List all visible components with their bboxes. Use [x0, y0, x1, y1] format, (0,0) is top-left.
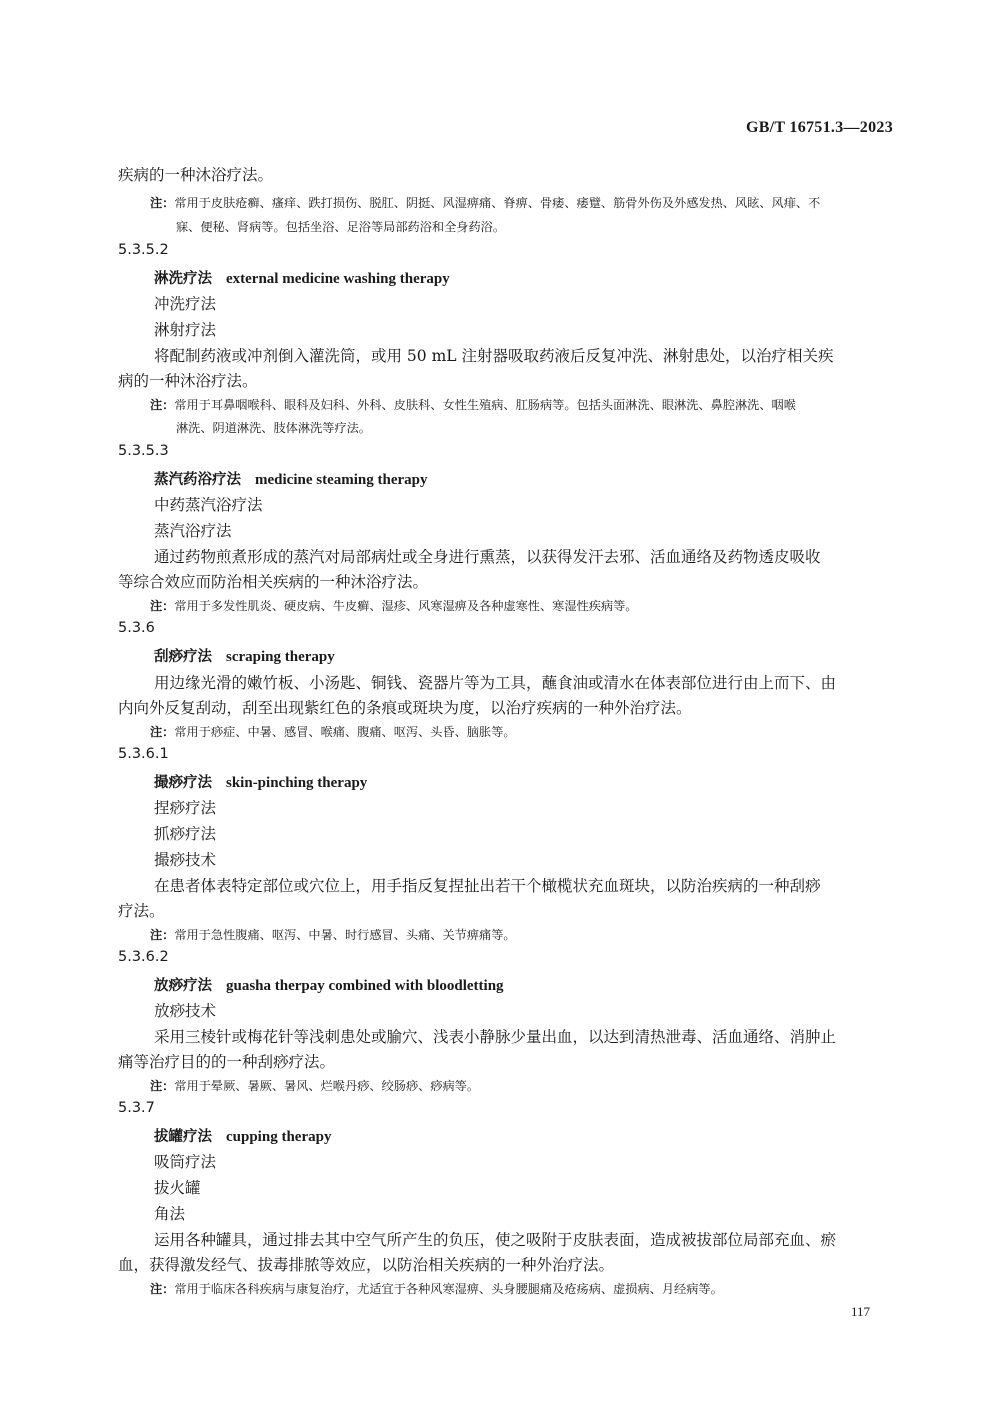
synonym: 拔火罐	[154, 1179, 201, 1197]
term-heading	[154, 771, 367, 792]
term-zh: 放痧疗法	[154, 977, 212, 994]
term-en: medicine steaming therapy	[255, 472, 428, 488]
standard-number-header: GB/T 16751.3—2023	[745, 119, 893, 136]
definition-continuation: 病的一种沐浴疗法。	[118, 372, 258, 390]
definition: 用边缘光滑的嫩竹板、小汤匙、铜钱、瓷器片等为工具，蘸食油或清水在体表部位进行由上而下、由	[154, 674, 837, 692]
paragraph: 疾病的一种沐浴疗法。	[118, 166, 274, 184]
note-text: 常用于临床各科疾病与康复治疗，尤适宜于各种风寒湿痹、头身腰腿痛及疮疡病、虚损病、月经病等。	[174, 1282, 723, 1296]
synonym: 吸筒疗法	[154, 1153, 217, 1171]
note	[150, 194, 820, 211]
note-text: 常用于急性腹痛、呕泻、中暑、时行感冒、头痛、关节痹痛等。	[174, 928, 516, 942]
section-number: 5.3.6.2	[118, 949, 169, 965]
note-label: 注：	[150, 1282, 175, 1296]
term-zh: 蒸汽药浴疗法	[154, 471, 241, 488]
synonym: 捏痧疗法	[154, 799, 217, 817]
note	[150, 1077, 479, 1094]
definition-continuation: 疗法。	[118, 902, 165, 920]
term-zh: 拔罐疗法	[154, 1128, 212, 1145]
note	[150, 396, 796, 413]
note-text: 常用于痧症、中暑、感冒、喉痛、腹痛、呕泻、头昏、脑胀等。	[174, 725, 516, 739]
section-number: 5.3.5.3	[118, 443, 169, 459]
definition: 采用三棱针或梅花针等浅刺患处或腧穴、浅表小静脉少量出血，以达到清热泄毒、活血通络、消肿止	[154, 1028, 837, 1046]
synonym: 角法	[154, 1205, 186, 1223]
synonym: 撮痧技术	[154, 851, 217, 869]
note-label: 注：	[150, 599, 175, 613]
term-heading	[154, 468, 427, 489]
note	[150, 597, 638, 614]
note	[150, 723, 516, 740]
term-en: skin-pinching therapy	[226, 775, 368, 791]
section-number: 5.3.7	[118, 1100, 155, 1116]
definition-continuation: 内向外反复刮动，刮至出现紫红色的条痕或斑块为度，以治疗疾病的一种外治疗法。	[118, 699, 692, 717]
note-text: 常用于晕厥、暑厥、暑风、烂喉丹痧、绞肠痧、痧病等。	[174, 1079, 480, 1093]
synonym: 放痧技术	[154, 1002, 217, 1020]
note-text: 常用于耳鼻咽喉科、眼科及妇科、外科、皮肤科、女性生殖病、肛肠病等。包括头面淋洗、眼淋洗、鼻腔淋洗、咽喉	[174, 398, 796, 412]
definition: 通过药物煎煮形成的蒸汽对局部病灶或全身进行熏蒸，以获得发汗去邪、活血通络及药物透皮吸收	[154, 548, 821, 566]
definition: 在患者体表特定部位或穴位上，用手指反复捏扯出若干个橄榄状充血斑块，以防治疾病的一种刮痧	[154, 877, 821, 895]
synonym: 中药蒸汽浴疗法	[154, 496, 263, 514]
section-number: 5.3.5.2	[118, 242, 169, 258]
definition-continuation: 痛等治疗目的的一种刮痧疗法。	[118, 1053, 336, 1071]
section-number: 5.3.6.1	[118, 746, 169, 762]
term-en: guasha therpay combined with bloodletting	[226, 978, 504, 994]
note-text: 常用于多发性肌炎、硬皮病、牛皮癣、湿疹、风寒湿痹及各种虚寒性、寒湿性疾病等。	[174, 599, 638, 613]
note-label: 注：	[150, 398, 175, 412]
definition: 运用各种罐具，通过排去其中空气所产生的负压，使之吸附于皮肤表面，造成被拔部位局部充血、瘀	[154, 1231, 837, 1249]
term-heading	[154, 974, 504, 995]
synonym: 抓痧疗法	[154, 825, 217, 843]
note-continuation: 淋洗、阴道淋洗、肢体淋洗等疗法。	[176, 421, 371, 435]
term-en: external medicine washing therapy	[226, 271, 450, 287]
term-heading	[154, 645, 335, 666]
note	[150, 926, 516, 943]
page-number: 117	[850, 1304, 870, 1319]
definition-continuation: 血，获得激发经气、拔毒排脓等效应，以防治相关疾病的一种外治疗法。	[118, 1256, 615, 1274]
term-zh: 淋洗疗法	[154, 270, 212, 287]
synonym: 冲洗疗法	[154, 295, 217, 313]
note	[150, 1280, 723, 1297]
term-en: cupping therapy	[226, 1129, 332, 1145]
note-label: 注：	[150, 196, 175, 210]
term-heading	[154, 1125, 331, 1146]
term-en: scraping therapy	[226, 649, 335, 665]
section-number: 5.3.6	[118, 620, 155, 636]
note-label: 注：	[150, 928, 175, 942]
term-zh: 刮痧疗法	[154, 648, 212, 665]
note-text: 常用于皮肤疮癣、瘙痒、跌打损伤、脱肛、阴挺、风湿痹痛、脊痹、骨痿、痿躄、筋骨外伤及外感发热、风眩、风痱、不	[174, 196, 821, 210]
definition: 将配制药液或冲剂倒入灌洗筒，或用 50 mL 注射器吸取药液后反复冲洗、淋射患处，以治疗相关疾	[154, 347, 834, 365]
definition-continuation: 等综合效应而防治相关疾病的一种沐浴疗法。	[118, 573, 429, 591]
term-heading	[154, 267, 450, 288]
note-label: 注：	[150, 1079, 175, 1093]
note-continuation: 寐、便秘、肾病等。包括坐浴、足浴等局部药浴和全身药浴。	[176, 220, 506, 234]
note-label: 注：	[150, 725, 175, 739]
synonym: 淋射疗法	[154, 321, 217, 339]
synonym: 蒸汽浴疗法	[154, 522, 232, 540]
term-zh: 撮痧疗法	[154, 774, 212, 791]
